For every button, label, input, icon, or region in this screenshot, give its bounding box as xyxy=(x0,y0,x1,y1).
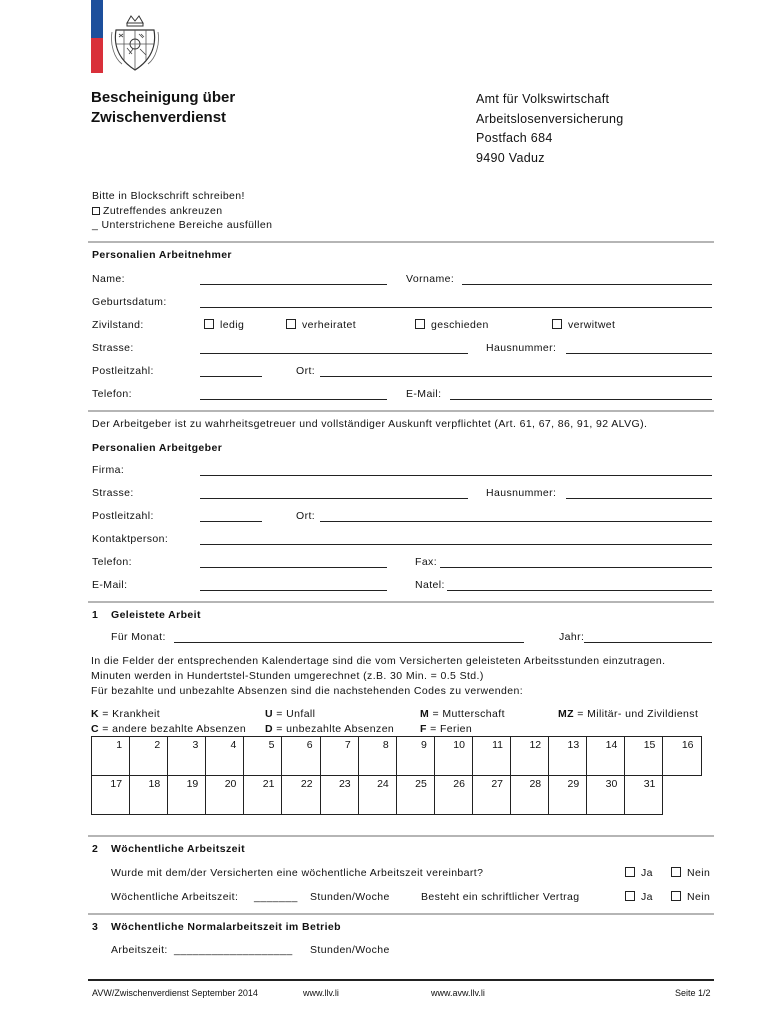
label-hausnummer: Hausnummer: xyxy=(486,342,557,354)
label-fax: Fax: xyxy=(415,556,438,568)
code-mz xyxy=(558,708,698,720)
instruction-ausfuellen: _ Unterstrichene Bereiche ausfüllen xyxy=(92,219,273,231)
hausnummer-field[interactable] xyxy=(566,353,712,354)
email-field[interactable] xyxy=(450,399,712,400)
normalarbeitszeit-field[interactable]: ___________________ xyxy=(174,944,293,956)
day-cell[interactable]: 14 xyxy=(587,737,625,776)
day-cell[interactable]: 13 xyxy=(549,737,587,776)
checkbox-icon xyxy=(625,867,635,877)
option-label: Ja xyxy=(641,891,653,903)
fax-field[interactable] xyxy=(440,567,712,568)
ag-postleitzahl-field[interactable] xyxy=(200,521,262,522)
woechentliche-arbeitszeit-field[interactable]: _______ xyxy=(254,891,298,903)
day-cell[interactable]: 29 xyxy=(549,776,587,815)
checkbox-icon xyxy=(204,319,214,329)
footer-link-llv[interactable]: www.llv.li xyxy=(303,988,339,998)
label-ort: Ort: xyxy=(296,365,316,377)
day-cell[interactable]: 6 xyxy=(282,737,320,776)
label-jahr: Jahr: xyxy=(559,631,585,643)
code-letter: D xyxy=(265,723,273,735)
section-divider xyxy=(88,601,714,603)
day-cell[interactable]: 23 xyxy=(320,776,358,815)
flag-red-stripe xyxy=(91,38,103,73)
strasse-field[interactable] xyxy=(200,353,468,354)
calendar-row-1 xyxy=(92,737,702,776)
label-geburtsdatum: Geburtsdatum: xyxy=(92,296,167,308)
label-natel: Natel: xyxy=(415,579,445,591)
day-cell[interactable]: 2 xyxy=(130,737,168,776)
postleitzahl-field[interactable] xyxy=(200,376,262,377)
day-cell[interactable]: 1 xyxy=(92,737,130,776)
label-email: E-Mail: xyxy=(406,388,442,400)
monat-field[interactable] xyxy=(174,642,524,643)
label-ag-postleitzahl: Postleitzahl: xyxy=(92,510,154,522)
code-label: = Militär- und Zivildienst xyxy=(573,708,699,720)
checkbox-icon xyxy=(415,319,425,329)
section2-number: 2 xyxy=(92,843,99,855)
label-strasse: Strasse: xyxy=(92,342,134,354)
coat-of-arms-icon xyxy=(110,14,160,74)
name-field[interactable] xyxy=(200,284,387,285)
code-letter: K xyxy=(91,708,99,720)
section-divider xyxy=(88,913,714,915)
label-ag-hausnummer: Hausnummer: xyxy=(486,487,557,499)
option-label: Ja xyxy=(641,867,653,879)
day-cell[interactable]: 16 xyxy=(663,737,701,776)
label-vorname: Vorname: xyxy=(406,273,455,285)
day-cell[interactable]: 18 xyxy=(130,776,168,815)
label-monat: Für Monat: xyxy=(111,631,166,643)
section-divider xyxy=(88,410,714,412)
checkbox-icon xyxy=(625,891,635,901)
telefon-field[interactable] xyxy=(200,399,387,400)
vertrag-ja[interactable] xyxy=(625,891,653,903)
ag-telefon-field[interactable] xyxy=(200,567,387,568)
code-label: = Unfall xyxy=(272,708,316,720)
instruction-ankreuzen-label: Zutreffendes ankreuzen xyxy=(103,205,223,217)
checkbox-icon xyxy=(286,319,296,329)
address-line: Arbeitslosenversicherung xyxy=(476,111,624,126)
code-d xyxy=(265,723,394,735)
code-label: = Mutterschaft xyxy=(429,708,505,720)
option-label: Nein xyxy=(687,891,711,903)
option-label: verwitwet xyxy=(568,319,616,331)
section-divider xyxy=(88,835,714,837)
day-cell[interactable]: 12 xyxy=(511,737,549,776)
zivilstand-verwitwet[interactable] xyxy=(552,319,615,331)
calendar-row-2 xyxy=(92,776,702,815)
label-woechentliche-arbeitszeit: Wöchentliche Arbeitszeit: xyxy=(111,891,239,903)
section3-heading: Wöchentliche Normalarbeitszeit im Betrieb xyxy=(111,921,341,933)
form-title-line1: Bescheinigung über xyxy=(91,89,236,106)
day-cell[interactable]: 22 xyxy=(282,776,320,815)
natel-field[interactable] xyxy=(447,590,712,591)
address-line: 9490 Vaduz xyxy=(476,150,545,165)
instruction-text-3: Für bezahlte und unbezahlte Absenzen sind die nachstehenden Codes zu verwenden: xyxy=(91,685,524,697)
day-cell[interactable]: 26 xyxy=(434,776,472,815)
code-f xyxy=(420,723,472,735)
option-label: ledig xyxy=(220,319,245,331)
code-m xyxy=(420,708,505,720)
code-c xyxy=(91,723,246,735)
section1-heading: Geleistete Arbeit xyxy=(111,609,201,621)
code-label: = Krankheit xyxy=(98,708,161,720)
day-cell[interactable]: 11 xyxy=(472,737,510,776)
code-k xyxy=(91,708,160,720)
checkbox-icon xyxy=(671,891,681,901)
footer-link-avw[interactable]: www.avw.llv.li xyxy=(431,988,485,998)
label-firma: Firma: xyxy=(92,464,125,476)
ag-ort-field[interactable] xyxy=(320,521,712,522)
day-cell[interactable]: 3 xyxy=(168,737,206,776)
day-cell[interactable]: 19 xyxy=(168,776,206,815)
day-cell[interactable]: 4 xyxy=(206,737,244,776)
ag-email-field[interactable] xyxy=(200,590,387,591)
heading-arbeitgeber: Personalien Arbeitgeber xyxy=(92,442,223,454)
day-cell[interactable]: 28 xyxy=(511,776,549,815)
checkbox-icon xyxy=(671,867,681,877)
footer-rule xyxy=(88,979,714,981)
label-ag-ort: Ort: xyxy=(296,510,316,522)
day-cell[interactable]: 30 xyxy=(587,776,625,815)
code-u xyxy=(265,708,315,720)
zivilstand-geschieden[interactable] xyxy=(415,319,489,331)
label-ag-telefon: Telefon: xyxy=(92,556,132,568)
label-kontaktperson: Kontaktperson: xyxy=(92,533,169,545)
day-cell[interactable]: 5 xyxy=(244,737,282,776)
day-cell[interactable]: 31 xyxy=(625,776,663,815)
code-label: = andere bezahlte Absenzen xyxy=(98,723,247,735)
vereinbart-nein[interactable] xyxy=(671,867,710,879)
label-ag-email: E-Mail: xyxy=(92,579,128,591)
day-cell[interactable]: 27 xyxy=(472,776,510,815)
label-stunden-woche: Stunden/Woche xyxy=(310,891,390,903)
footer-form-id: AVW/Zwischenverdienst September 2014 xyxy=(92,988,258,998)
zivilstand-ledig[interactable] xyxy=(204,319,244,331)
day-cell[interactable]: 17 xyxy=(92,776,130,815)
code-letter: F xyxy=(420,723,427,735)
checkbox-icon xyxy=(552,319,562,329)
instruction-ankreuzen xyxy=(92,205,223,217)
code-label: = unbezahlte Absenzen xyxy=(272,723,395,735)
instruction-text-1: In die Felder der entsprechenden Kalendertage sind die vom Versicherten geleisteten Arbeitsstunden einzutragen. xyxy=(91,655,666,667)
code-letter: M xyxy=(420,708,430,720)
legal-notice: Der Arbeitgeber ist zu wahrheitsgetreuer und vollständiger Auskunft verpflichtet (Art. 61, 67, 86, 91, 92 ALVG). xyxy=(92,418,648,430)
label-name: Name: xyxy=(92,273,125,285)
ag-strasse-field[interactable] xyxy=(200,498,468,499)
address-line: Amt für Volkswirtschaft xyxy=(476,92,610,106)
label-zivilstand: Zivilstand: xyxy=(92,319,144,331)
calendar-grid xyxy=(91,736,702,815)
firma-field[interactable] xyxy=(200,475,712,476)
arbeitszeit-question: Wurde mit dem/der Versicherten eine wöchentliche Arbeitszeit vereinbart? xyxy=(111,867,484,879)
vorname-field[interactable] xyxy=(462,284,712,285)
day-cell[interactable]: 15 xyxy=(625,737,663,776)
section3-number: 3 xyxy=(92,921,99,933)
ort-field[interactable] xyxy=(320,376,712,377)
footer-page-number: Seite 1/2 xyxy=(675,988,711,998)
geburtsdatum-field[interactable] xyxy=(200,307,712,308)
kontaktperson-field[interactable] xyxy=(200,544,712,545)
flag-blue-stripe xyxy=(91,0,103,38)
label-normalarbeitszeit: Arbeitszeit: xyxy=(111,944,168,956)
day-cell[interactable]: 7 xyxy=(320,737,358,776)
day-cell[interactable]: 21 xyxy=(244,776,282,815)
vertrag-question: Besteht ein schriftlicher Vertrag xyxy=(421,891,580,903)
day-cell[interactable]: 8 xyxy=(358,737,396,776)
jahr-field[interactable] xyxy=(584,642,712,643)
ag-hausnummer-field[interactable] xyxy=(566,498,712,499)
address-line: Postfach 684 xyxy=(476,131,553,145)
instruction-text-2: Minuten werden in Hundertstel-Stunden umgerechnet (z.B. 30 Min. = 0.5 Std.) xyxy=(91,670,484,682)
vereinbart-ja[interactable] xyxy=(625,867,653,879)
day-cell-empty xyxy=(663,776,701,815)
day-cell[interactable]: 10 xyxy=(434,737,472,776)
checkbox-icon xyxy=(92,207,100,215)
section2-heading: Wöchentliche Arbeitszeit xyxy=(111,843,246,855)
code-label: = Ferien xyxy=(426,723,473,735)
vertrag-nein[interactable] xyxy=(671,891,710,903)
instruction-blockschrift: Bitte in Blockschrift schreiben! xyxy=(92,190,245,202)
day-cell[interactable]: 24 xyxy=(358,776,396,815)
label-normal-stunden-woche: Stunden/Woche xyxy=(310,944,390,956)
option-label: verheiratet xyxy=(302,319,357,331)
day-cell[interactable]: 25 xyxy=(396,776,434,815)
day-cell[interactable]: 20 xyxy=(206,776,244,815)
label-telefon: Telefon: xyxy=(92,388,132,400)
option-label: Nein xyxy=(687,867,711,879)
heading-arbeitnehmer: Personalien Arbeitnehmer xyxy=(92,249,232,261)
section1-number: 1 xyxy=(92,609,99,621)
option-label: geschieden xyxy=(431,319,489,331)
label-postleitzahl: Postleitzahl: xyxy=(92,365,154,377)
day-cell[interactable]: 9 xyxy=(396,737,434,776)
code-letter: C xyxy=(91,723,99,735)
zivilstand-verheiratet[interactable] xyxy=(286,319,356,331)
recipient-address xyxy=(476,90,624,168)
form-title-line2: Zwischenverdienst xyxy=(91,109,227,126)
code-letter: U xyxy=(265,708,273,720)
code-letter: MZ xyxy=(558,708,574,720)
section-divider xyxy=(88,241,714,243)
label-ag-strasse: Strasse: xyxy=(92,487,134,499)
